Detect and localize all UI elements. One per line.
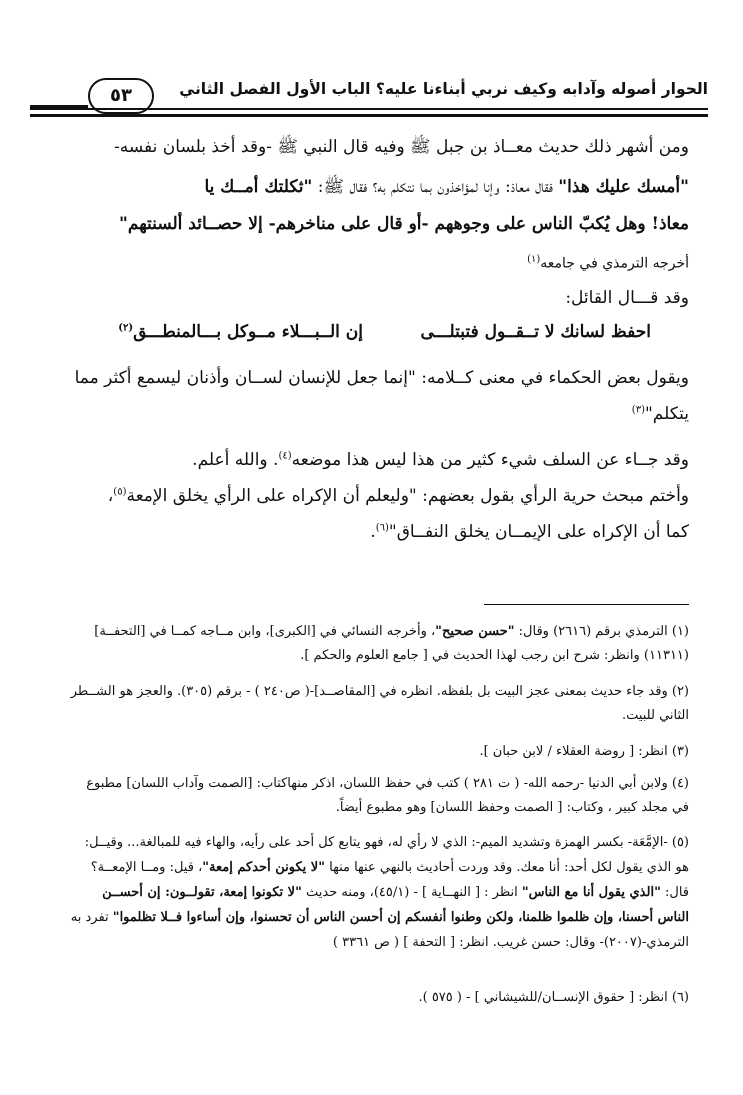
body-line: وأختم مبحث حرية الرأي بقول بعضهم: "وليعلم أن الإكراه على الرأي يخلق الإمعة$^{(٥)}$، — [107, 486, 689, 506]
footnote-1: (١) الترمذي برقم (٢٦١٦) وقال: "حسن صحيح"، وأخرجه النسائي في [الكبرى]، وابن مــاجه كمــا في [التحفــة] (١١٣١١) وانظر: شرح ابن رجب لهذا الحديث في [ جامع العلوم والحكم ]. — [94, 624, 689, 663]
body-line: يتكلم"$^{(٣)}$ — [631, 404, 689, 424]
body-line: كما أن الإكراه على الإيمــان يخلق النفــاق"$^{(٦)}$. — [370, 522, 689, 542]
body-line: ومن أشهر ذلك حديث معــاذ بن جبل ﷺ وفيه قال النبي ﷺ -وقد أخذ بلسان نفسه- — [114, 137, 689, 157]
body-line: أخرجه الترمذي في جامعه$^{(١)}$ — [527, 254, 689, 272]
header-rule — [30, 108, 708, 110]
footnote-ref: (٦) — [375, 522, 389, 534]
body-line: ويقول بعض الحكماء في معنى كــلامه: "إنما جعل للإنسان لســان وأذنان ليسمع أكثر مما — [74, 368, 689, 388]
verse-hemistich: إن الــبـــلاء مــوكل بـــالمنطـــق$^{(٢)}$ — [118, 322, 363, 342]
body-line: وقد جــاء عن السلف شيء كثير من هذا ليس هذا موضعه$^{(٤)}$. والله أعلم. — [192, 450, 689, 470]
footnote-ref: (٥) — [113, 486, 127, 498]
header-rule-left — [30, 105, 88, 108]
footnote-separator — [484, 604, 689, 605]
poetry-verse — [51, 322, 689, 352]
footnote-5: (٥) -الإمَّعَة- بكسر الهمزة وتشديد الميم-: الذي لا رأي له، فهو يتابع كل أحد على رأيه، والهاء فيه للمبالغة... وقيــل: هو الذي يقول لكل أحد: أنا معك. وقد وردت أحاديث بالنهي عنها منها "لا يكونن أحدكم إمعة"، قيل: ومــا الإمعــة؟ قال: "الذي يقول أنا مع الناس" انظر : [ النهــاية ] - (٤٥/١)، ومنه حديث "لا تكونوا إمعة، تقولــون: إن أحســن الناس أحسنا، وإن ظلموا ظلمنا، ولكن وطنوا أنفسكم إن أحسن الناس أن تحسنوا، وإن أساءوا فــلا تظلموا" تفرد به الترمذي-(٢٠٠٧)- وقال: حسن غريب. انظر: [ التحفة ] ( ص ٣٣٦١ ) — [70, 835, 689, 950]
page-header — [30, 78, 708, 118]
footnote-6: (٦) انظر: [ حقوق الإنســان/للشيشاني ] - ( ٥٧٥ ). — [418, 990, 689, 1005]
footnote-4: (٤) ولابن أبي الدنيا -رحمه الله- ( ت ٢٨١ ) كتب في حفظ اللسان، اذكر منهاكتاب: [الصمت وآداب اللسان] مطبوع في مجلد كبير ، وكتاب: [ الصمت وحفظ اللسان] وهو مطبوع أيضاً. — [86, 776, 689, 815]
footnote-ref: (٤) — [278, 450, 292, 462]
page-number: ٥٣ — [88, 78, 154, 114]
verse-hemistich: احفظ لسانك لا تــقــول فتبتلـــى — [420, 322, 651, 342]
header-rule-thick — [30, 114, 708, 117]
body-line: وقد قـــال القائل: — [565, 288, 689, 308]
running-header-title: الحوار أصوله وآدابه وكيف نربي أبناءنا عليه؟ الباب الأول الفصل الثاني — [179, 80, 708, 98]
footnote-ref: (٢) — [118, 322, 134, 334]
hadith-line: معاذ! وهل يُكبّ الناس على وجوههم -أو قال على مناخرهم- إلا حصــائد ألسنتهم" — [119, 214, 689, 234]
footnote-ref: (٣) — [631, 404, 645, 416]
footnote-ref: (١) — [527, 254, 541, 265]
body-line: "أمسك عليك هذا" فقال معاذ: وإنا لمؤاخذون بما نتكلم به؟ فقال ﷺ: "ثكلتك أمــك يا — [204, 177, 689, 197]
footnote-3: (٣) انظر: [ روضة العقلاء / لابن حبان ]. — [479, 744, 689, 759]
footnote-2: (٢) وقد جاء حديث بمعنى عجز البيت بل بلفظه. انظره في [المقاصــد]-( ص٢٤٠ ) - برقم (٣٠٥). والعجز هو الشــطر الثاني للبيت. — [70, 684, 689, 723]
